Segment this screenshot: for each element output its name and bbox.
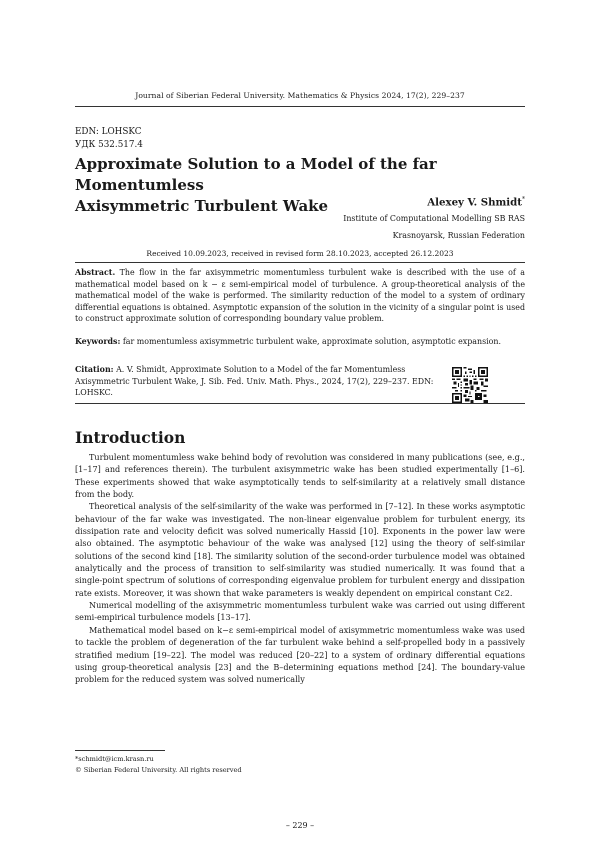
abstract-text: The flow in the far axisymmetric momentumless turbulent wake is described with the use of a mathematical model based on k − ε semi-empirical model of turbulence. A group-theoretical analysis of the mathematical model of the wake is performed. The similarity reduction of the model to a system of ordinary differential equations is obtained. Asymptotic expansion of the solution in the vicinity of a singular point is used to construct approximate solution of corresponding boundary value problem. — [75, 268, 525, 324]
paragraph: Numerical modelling of the axisymmetric momentumless turbulent wake was carried out using different semi-empirical turbulence models [13–17]. — [75, 600, 525, 623]
affiliation-1: Institute of Computational Modelling SB RAS — [343, 214, 525, 223]
title-line-2: Axisymmetric Turbulent Wake — [75, 197, 329, 215]
citation — [75, 364, 435, 399]
abstract — [75, 267, 525, 325]
keywords-text: far momentumless axisymmetric turbulent wake, approximate solution, asymptotic expansion. — [122, 337, 501, 346]
paragraph: Mathematical model based on k−ε semi-empirical model of axisymmetric momentumless wake was used to tackle the problem of degeneration of the far turbulent wake behind a self-propelled body in a passively stratified medium [19–22]. The model was reduced [20–22] to a system of ordinary differential equations using group-theoretical analysis [23] and the B–determining equations method [24]. The boundary-value problem for the reduced system was solved numerically — [75, 624, 525, 685]
abstract-top-rule — [75, 262, 525, 263]
abstract-label: Abstract. — [75, 268, 116, 277]
body-text — [75, 451, 525, 686]
footnote-copyright: © Siberian Federal University. All rights reserved — [75, 766, 242, 774]
affiliation-2: Krasnoyarsk, Russian Federation — [392, 231, 525, 240]
citation-rule — [75, 403, 525, 404]
qr-code-icon[interactable] — [452, 367, 488, 403]
footnote-email[interactable]: *schmidt@icm.krasn.ru — [75, 755, 154, 763]
keywords-label: Keywords: — [75, 337, 121, 346]
udk: УДК 532.517.4 — [75, 140, 143, 150]
footnote-rule — [75, 750, 165, 751]
citation-text: A. V. Shmidt, Approximate Solution to a Model of the far Momentumless Axisymmetric Turbulent Wake, J. Sib. Fed. Univ. Math. Phys., 2024, 17(2), 229–237. EDN: LOHSKC. — [75, 365, 434, 398]
title-line-1: Approximate Solution to a Model of the far Momentumless — [75, 155, 437, 194]
author-mark: * — [522, 196, 525, 203]
citation-label: Citation: — [75, 365, 114, 374]
edn: EDN: LOHSKC — [75, 127, 142, 137]
author-name: Alexey V. Shmidt — [427, 196, 522, 209]
author — [427, 196, 525, 208]
journal-header: Journal of Siberian Federal University. Mathematics & Physics 2024, 17(2), 229–237 — [135, 91, 465, 100]
keywords — [75, 336, 525, 348]
paragraph: Turbulent momentumless wake behind body of revolution was considered in many publications (see, e.g., [1–17] and references therein). The turbulent axisymmetric wake has been studied experimentally [1–6]. These experiments showed that wake asymptotically tends to self-similarity at a relatively small distance from the body. — [75, 452, 525, 500]
dates: Received 10.09.2023, received in revised form 28.10.2023, accepted 26.12.2023 — [146, 249, 454, 258]
page-number: – 229 – — [285, 821, 315, 830]
header-rule — [75, 106, 525, 107]
paragraph: Theoretical analysis of the self-similarity of the wake was performed in [7–12]. In these works asymptotic behaviour of the far wake was investigated. The non-linear eigenvalue problem for turbulent energy, its dissipation rate and velocity deficit was solved numerically Hassid [10]. Exponents in the power law were also obtained. The asymptotic behaviour of the wake was analysed [12] using the theory of self-similar solutions of the second kind [18]. The similarity solution of the second-order turbulence model was obtained analytically and the process of transition to self-similarity was studied numerically. It was found that a single-point spectrum of solutions of corresponding eigenvalue problem for turbulent energy and dissipation rate exists. Moreover, it was shown that wake parameters is weakly dependent on empirical constant Cε2. — [75, 501, 525, 598]
section-heading: Introduction — [75, 428, 186, 447]
